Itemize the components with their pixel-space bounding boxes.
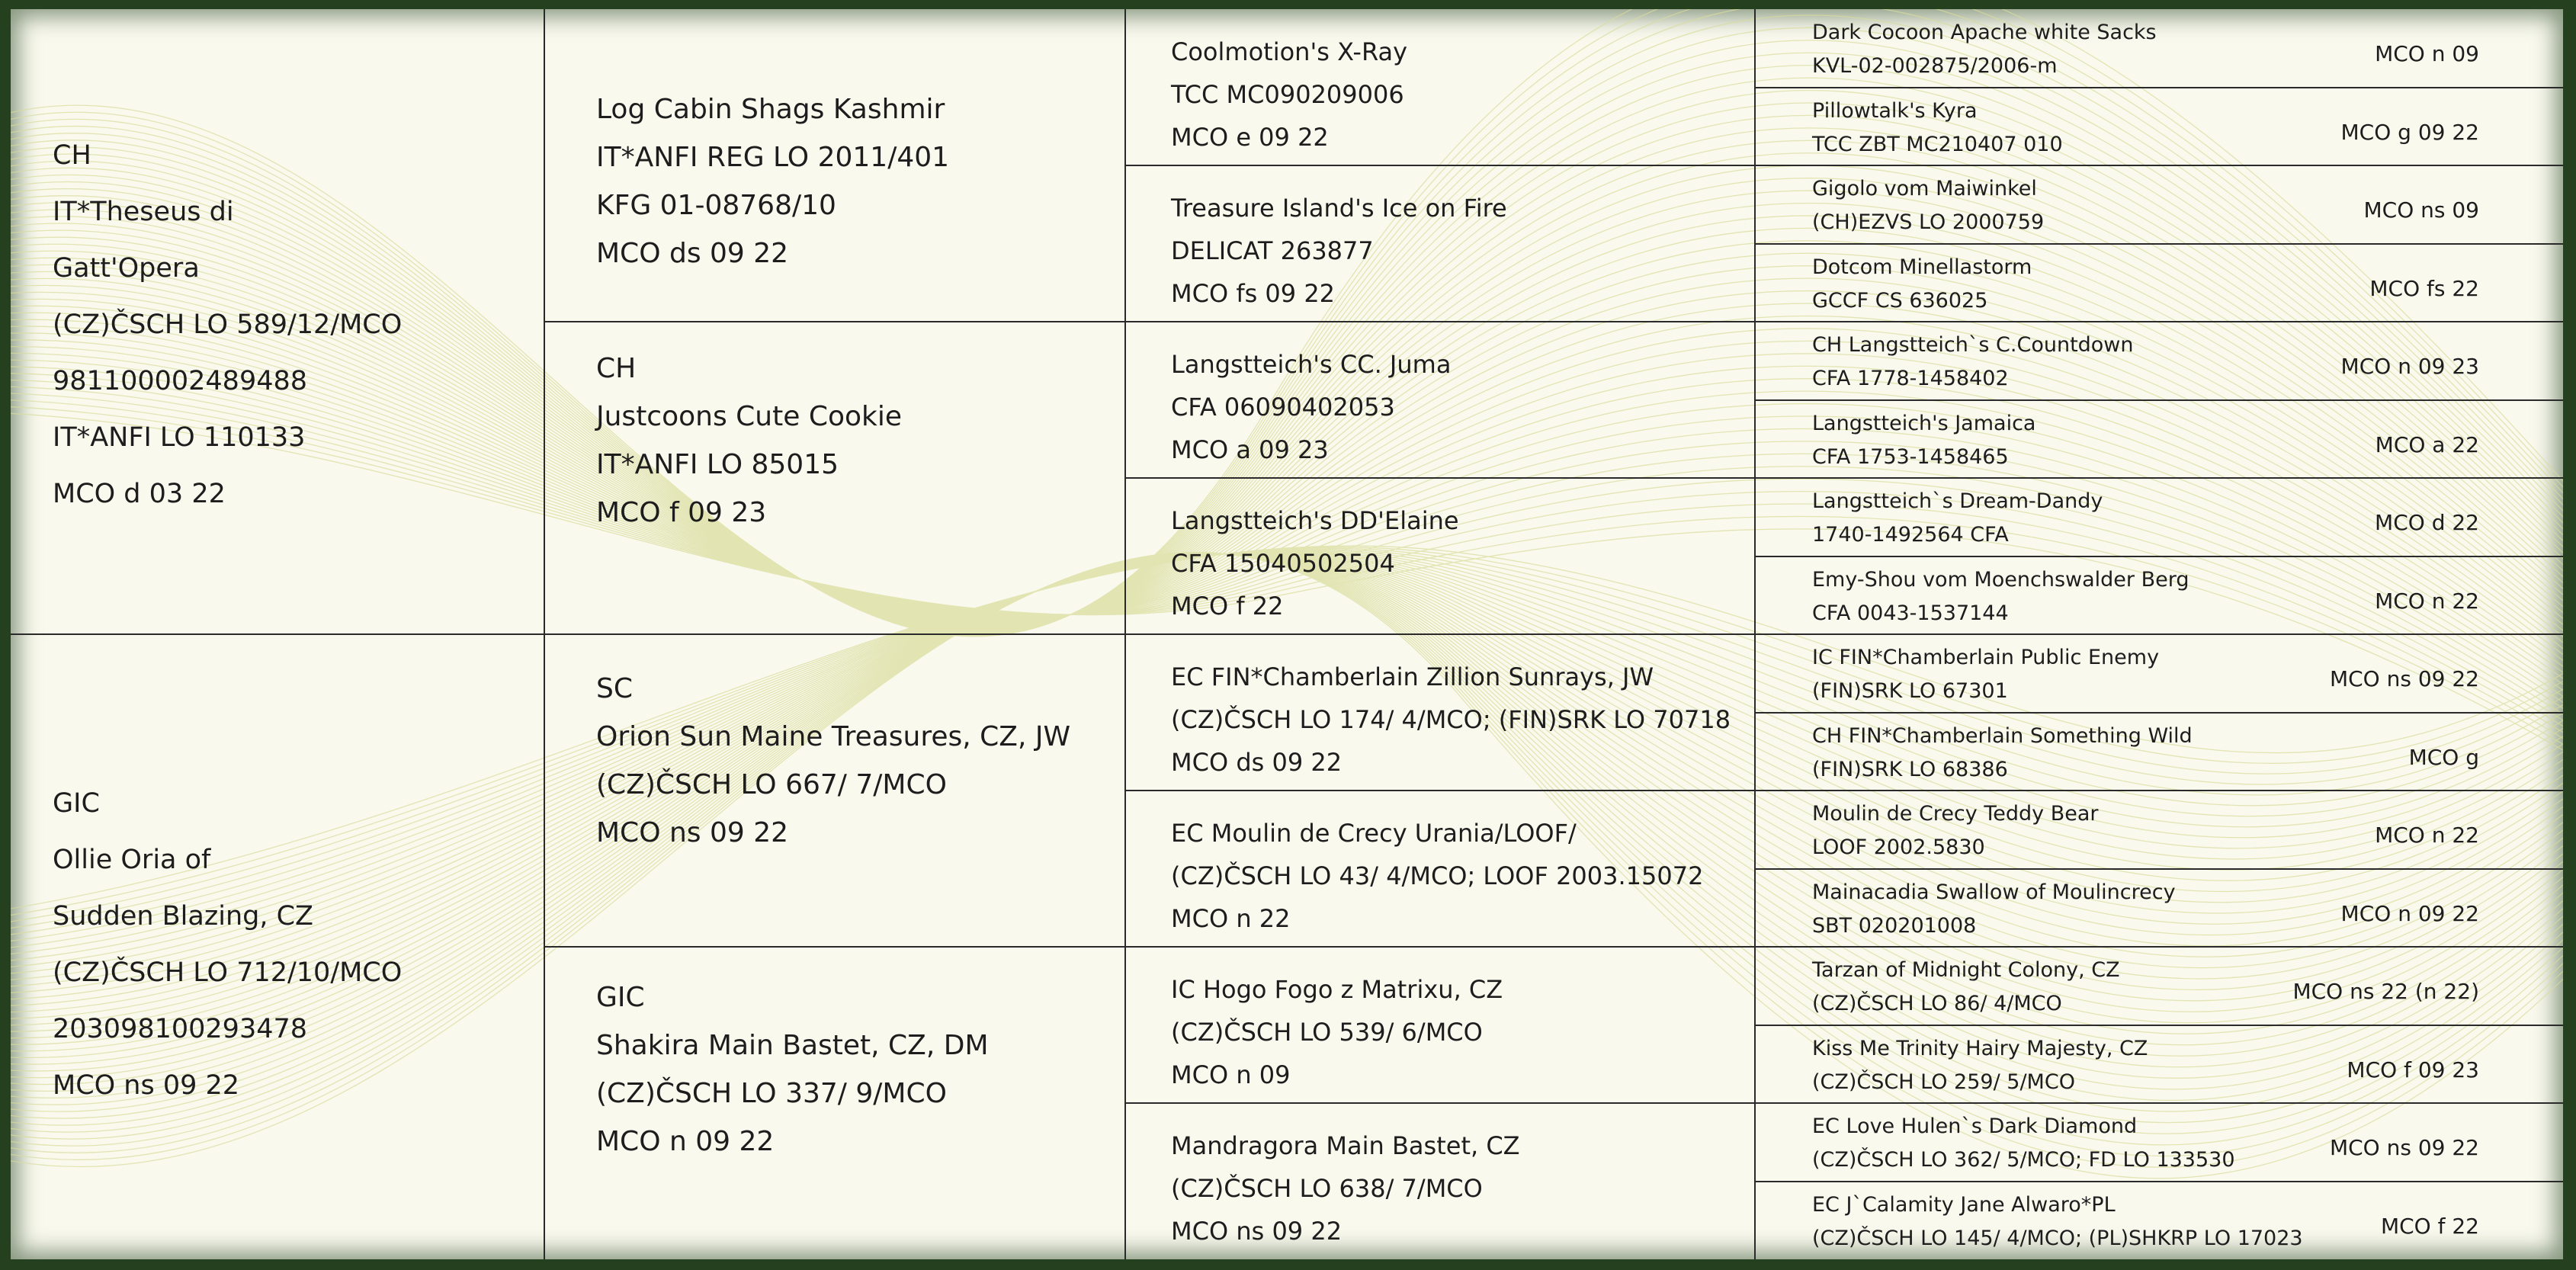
gen1-line: Gatt'Opera xyxy=(53,253,200,284)
gen2-line: IT*ANFI REG LO 2011/401 xyxy=(596,142,950,173)
gen4-name: Mainacadia Swallow of Moulincrecy xyxy=(1812,880,2176,904)
gen3-cell xyxy=(1171,499,1459,627)
gen4-breed-code: MCO n 09 22 xyxy=(2340,901,2479,926)
gen3-line: MCO a 09 23 xyxy=(1171,435,1329,464)
gen4-name: Emy-Shou vom Moenchswalder Berg xyxy=(1812,568,2189,592)
gen4-name: EC Love Hulen`s Dark Diamond xyxy=(1812,1114,2138,1138)
gen4-name: Langstteich's Jamaica xyxy=(1812,412,2036,435)
gen4-breed-code: MCO n 09 23 xyxy=(2340,354,2479,379)
gen4-name: CH Langstteich`s C.Countdown xyxy=(1812,333,2134,357)
gen3-line: Mandragora Main Bastet, CZ xyxy=(1171,1131,1520,1160)
gen1-line: 203098100293478 xyxy=(53,1014,308,1044)
gen2-line: MCO ns 09 22 xyxy=(596,817,789,848)
gen4-registration: (FIN)SRK LO 68386 xyxy=(1812,758,2008,781)
gen1-line: (CZ)ČSCH LO 712/10/MCO xyxy=(53,957,403,988)
gen4-cell xyxy=(1812,328,2563,399)
gen2-line: MCO f 09 23 xyxy=(596,497,767,528)
gen2-cell xyxy=(596,85,949,277)
gen4-registration: (FIN)SRK LO 67301 xyxy=(1812,679,2008,703)
gen4-breed-code: MCO n 22 xyxy=(2375,823,2479,848)
gen3-line: MCO n 22 xyxy=(1171,904,1291,933)
gen4-cell xyxy=(1812,1031,2563,1102)
gen4-name: Kiss Me Trinity Hairy Majesty, CZ xyxy=(1812,1037,2148,1060)
gen3-cell xyxy=(1171,968,1503,1096)
row-divider xyxy=(1755,1102,2563,1104)
gen4-registration: SBT 020201008 xyxy=(1812,914,1977,938)
gen3-line: CFA 15040502504 xyxy=(1171,549,1395,578)
row-divider xyxy=(1755,477,2563,479)
gen4-name: Pillowtalk's Kyra xyxy=(1812,99,1978,123)
gen3-line: EC FIN*Chamberlain Zillion Sunrays, JW xyxy=(1171,662,1654,691)
gen3-line: (CZ)ČSCH LO 539/ 6/MCO xyxy=(1171,1018,1483,1047)
row-divider xyxy=(1755,165,2563,166)
gen2-line: (CZ)ČSCH LO 667/ 7/MCO xyxy=(596,769,947,800)
row-divider xyxy=(1755,946,2563,948)
gen4-cell xyxy=(1812,797,2563,868)
gen2-line: Log Cabin Shags Kashmir xyxy=(596,94,945,125)
gen4-cell xyxy=(1812,563,2563,633)
row-divider xyxy=(1755,790,2563,791)
gen2-cell xyxy=(596,973,989,1166)
gen3-cell xyxy=(1171,656,1731,784)
gen3-cell xyxy=(1171,1124,1520,1252)
gen2-line: Justcoons Cute Cookie xyxy=(596,401,903,432)
gen4-breed-code: MCO fs 22 xyxy=(2369,276,2479,301)
gen3-line: MCO fs 09 22 xyxy=(1171,279,1336,308)
gen4-cell xyxy=(1812,406,2563,477)
pedigree-paper xyxy=(11,9,2563,1259)
gen4-breed-code: MCO f 22 xyxy=(2380,1214,2479,1239)
gen4-registration: GCCF CS 636025 xyxy=(1812,289,1988,313)
row-divider xyxy=(1755,1025,2563,1026)
gen4-registration: (CZ)ČSCH LO 362/ 5/MCO; FD LO 133530 xyxy=(1812,1148,2235,1172)
row-divider xyxy=(1755,868,2563,870)
row-divider xyxy=(1755,556,2563,557)
row-divider xyxy=(1755,712,2563,714)
gen2-line: IT*ANFI LO 85015 xyxy=(596,449,839,480)
gen1-line: IT*ANFI LO 110133 xyxy=(53,422,306,453)
gen2-line: MCO ds 09 22 xyxy=(596,238,789,269)
gen4-cell xyxy=(1812,953,2563,1024)
gen3-line: MCO ds 09 22 xyxy=(1171,748,1343,777)
gen4-name: Gigolo vom Maiwinkel xyxy=(1812,177,2037,200)
gen4-cell xyxy=(1812,640,2563,711)
gen1-cell xyxy=(53,775,541,1114)
gen3-line: (CZ)ČSCH LO 174/ 4/MCO; (FIN)SRK LO 70718 xyxy=(1171,705,1731,734)
gen3-cell xyxy=(1171,187,1507,315)
gen4-name: CH FIN*Chamberlain Something Wild xyxy=(1812,724,2193,748)
gen4-breed-code: MCO g 09 22 xyxy=(2340,120,2479,145)
gen1-line: (CZ)ČSCH LO 589/12/MCO xyxy=(53,309,403,340)
gen1-line: CH xyxy=(53,140,91,171)
gen4-breed-code: MCO ns 09 22 xyxy=(2329,1135,2479,1160)
gen4-registration: 1740-1492564 CFA xyxy=(1812,523,2009,547)
gen1-line: Sudden Blazing, CZ xyxy=(53,901,314,932)
gen4-registration: CFA 1778-1458402 xyxy=(1812,367,2009,390)
gen4-breed-code: MCO n 22 xyxy=(2375,588,2479,614)
gen3-line: DELICAT 263877 xyxy=(1171,236,1374,265)
gen4-breed-code: MCO ns 09 xyxy=(2363,197,2479,223)
gen3-line: (CZ)ČSCH LO 43/ 4/MCO; LOOF 2003.15072 xyxy=(1171,861,1704,890)
gen1-cell xyxy=(53,127,541,522)
gen4-cell xyxy=(1812,172,2563,242)
gen3-cell xyxy=(1171,30,1407,159)
gen3-line: (CZ)ČSCH LO 638/ 7/MCO xyxy=(1171,1174,1483,1203)
gen4-cell xyxy=(1812,875,2563,946)
gen4-registration: KVL-02-002875/2006-m xyxy=(1812,54,2058,78)
gen2-line: MCO n 09 22 xyxy=(596,1126,775,1157)
gen3-line: CFA 06090402053 xyxy=(1171,393,1395,422)
gen4-cell xyxy=(1812,719,2563,790)
gen3-line: IC Hogo Fogo z Matrixu, CZ xyxy=(1171,975,1503,1004)
gen4-name: Tarzan of Midnight Colony, CZ xyxy=(1812,958,2120,982)
gen4-registration: CFA 0043-1537144 xyxy=(1812,601,2009,625)
gen3-line: MCO e 09 22 xyxy=(1171,123,1329,152)
gen4-breed-code: MCO f 09 23 xyxy=(2347,1057,2479,1082)
gen3-line: TCC MC090209006 xyxy=(1171,80,1404,109)
row-divider xyxy=(1755,399,2563,401)
gen4-name: Moulin de Crecy Teddy Bear xyxy=(1812,802,2099,826)
gen1-line: GIC xyxy=(53,788,100,819)
gen4-breed-code: MCO d 22 xyxy=(2375,510,2479,535)
gen4-name: Langstteich`s Dream-Dandy xyxy=(1812,489,2103,513)
gen1-line: MCO ns 09 22 xyxy=(53,1070,240,1101)
gen2-line: Orion Sun Maine Treasures, CZ, JW xyxy=(596,721,1071,752)
gen4-cell xyxy=(1812,1109,2563,1180)
gen4-cell xyxy=(1812,250,2563,321)
gen4-cell xyxy=(1812,15,2563,86)
gen2-line: Shakira Main Bastet, CZ, DM xyxy=(596,1030,989,1061)
gen3-line: Langstteich's CC. Juma xyxy=(1171,350,1452,379)
gen3-line: Treasure Island's Ice on Fire xyxy=(1171,194,1507,223)
gen4-breed-code: MCO ns 09 22 xyxy=(2329,666,2479,691)
gen4-cell xyxy=(1812,94,2563,165)
gen4-breed-code: MCO ns 22 (n 22) xyxy=(2292,979,2479,1004)
gen4-name: Dark Cocoon Apache white Sacks xyxy=(1812,21,2157,44)
gen4-breed-code: MCO a 22 xyxy=(2375,432,2479,457)
gen1-line: IT*Theseus di xyxy=(53,197,234,227)
row-divider xyxy=(1755,243,2563,245)
gen4-registration: (CZ)ČSCH LO 145/ 4/MCO; (PL)SHKRP LO 17023 xyxy=(1812,1227,2303,1250)
gen4-name: Dotcom Minellastorm xyxy=(1812,255,2032,279)
gen4-registration: CFA 1753-1458465 xyxy=(1812,445,2009,469)
gen2-line: (CZ)ČSCH LO 337/ 9/MCO xyxy=(596,1078,947,1109)
gen2-line: SC xyxy=(596,673,633,704)
gen3-line: Coolmotion's X-Ray xyxy=(1171,37,1408,66)
gen1-line: MCO d 03 22 xyxy=(53,479,226,509)
gen1-line: 981100002489488 xyxy=(53,366,308,396)
gen3-line: MCO ns 09 22 xyxy=(1171,1217,1343,1246)
gen4-registration: (CZ)ČSCH LO 259/ 5/MCO xyxy=(1812,1070,2075,1094)
gen3-cell xyxy=(1171,812,1703,940)
gen4-breed-code: MCO g xyxy=(2408,745,2479,770)
gen4-cell xyxy=(1812,484,2563,555)
row-divider xyxy=(1755,321,2563,322)
row-divider xyxy=(1755,633,2563,635)
gen3-cell xyxy=(1171,343,1451,471)
gen2-cell xyxy=(596,345,902,537)
row-divider xyxy=(1755,87,2563,88)
gen4-registration: (CZ)ČSCH LO 86/ 4/MCO xyxy=(1812,992,2062,1015)
gen3-line: Langstteich's DD'Elaine xyxy=(1171,506,1459,535)
gen3-line: MCO n 09 xyxy=(1171,1060,1291,1089)
gen2-line: CH xyxy=(596,353,637,384)
row-divider xyxy=(1755,1181,2563,1182)
gen1-line: Ollie Oria of xyxy=(53,845,211,875)
gen4-registration: LOOF 2002.5830 xyxy=(1812,835,1985,859)
gen2-line: KFG 01-08768/10 xyxy=(596,190,836,221)
gen3-line: EC Moulin de Crecy Urania/LOOF/ xyxy=(1171,819,1577,848)
gen4-name: EC J`Calamity Jane Alwaro*PL xyxy=(1812,1193,2116,1217)
gen2-line: GIC xyxy=(596,982,645,1013)
gen4-registration: (CH)EZVS LO 2000759 xyxy=(1812,210,2045,234)
gen2-cell xyxy=(596,665,1070,857)
gen3-line: MCO f 22 xyxy=(1171,592,1284,621)
gen4-breed-code: MCO n 09 xyxy=(2375,41,2479,66)
gen4-registration: TCC ZBT MC210407 010 xyxy=(1812,133,2063,156)
gen4-cell xyxy=(1812,1188,2563,1259)
gen4-name: IC FIN*Chamberlain Public Enemy xyxy=(1812,646,2160,669)
